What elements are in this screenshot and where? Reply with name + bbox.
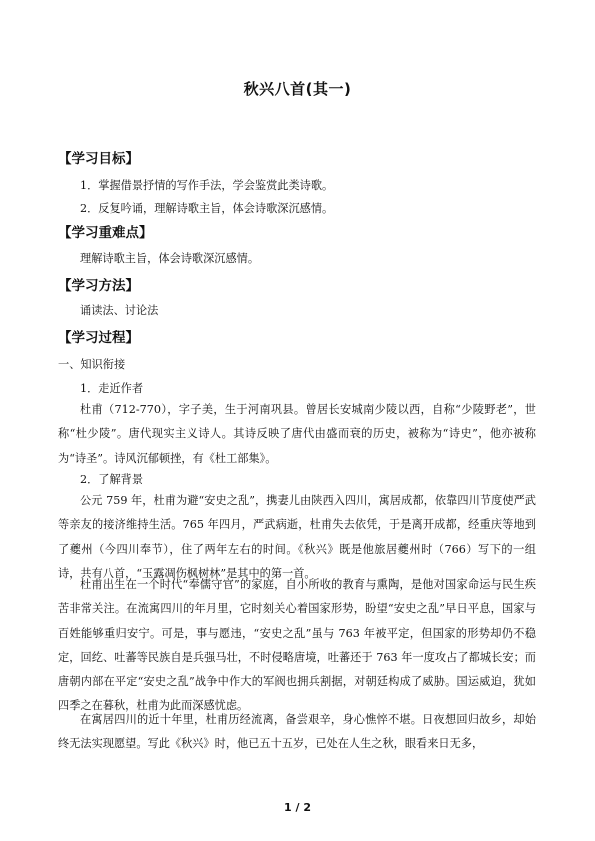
key-points-text: 理解诗歌主旨，体会诗歌深沉感情。 [80,252,260,265]
goal-item-1: 1．掌握借景抒情的写作手法，学会鉴赏此类诗歌。 [80,179,334,192]
background-paragraph-3: 在寓居四川的近十年里，杜甫历经流离，备尝艰辛，身心憔悴不堪。日夜想回归故乡，却始终无法实现愿望。写此《秋兴》时，他已五十五岁，已处在人生之秋，眼看来日无多， [58,713,536,751]
methods-text: 诵读法、讨论法 [80,304,159,317]
heading-learning-process: 【学习过程】 [58,330,139,346]
heading-key-points: 【学习重难点】 [58,225,153,241]
document-title: 秋兴八首(其一) [243,80,352,98]
background-paragraph-1: 公元 759 年，杜甫为避“安史之乱”，携妻儿由陕西入四川，寓居成都，依靠四川节度使严武等亲友的接济维持生活。765 年四月，严武病逝，杜甫失去依凭，于是离开成都，经重庆等地到了夔州（今四川奉节），住了两年左右的时间。《秋兴》既是他旅居夔州时（766）写下的一组诗，共有八首，“玉露凋伤枫树林”是其中的第一首。 [58,494,536,580]
page-number: 1 / 2 [284,801,311,814]
background-paragraph-2: 杜甫出生在一个时代“奉儒守官”的家庭，自小所收的教育与熏陶，是他对国家命运与民生疾苦非常关注。在流寓四川的年月里，它时刻关心着国家形势，盼望“安史之乱”早日平息，国家与百姓能够重归安宁。可是，事与愿违，“安史之乱”虽与 763 年被平定，但国家的形势却仍不稳定，回纥、吐蕃等民族自是兵强马壮，不时侵略唐境，吐蕃还于 763 年一度攻占了都城长安；而唐朝内部在平定“安史之乱”战争中作大的军阀也拥兵割据，对朝廷构成了威胁。国运威迫，犹如四季之在暮秋，杜甫为此而深感忧虑。 [58,578,536,713]
heading-learning-methods: 【学习方法】 [58,278,139,294]
goal-item-2: 2．反复吟诵，理解诗歌主旨，体会诗歌深沉感情。 [80,202,334,215]
author-paragraph: 杜甫（712-770），字子美，生于河南巩县。曾居长安城南少陵以西，自称“少陵野老”，世称“杜少陵”。唐代现实主义诗人。其诗反映了唐代由盛而衰的历史，被称为“诗史”，他亦被称为“诗圣”。诗风沉郁顿挫，有《杜工部集》。 [58,403,536,465]
sub-heading-background: 2．了解背景 [80,473,144,486]
heading-learning-goals: 【学习目标】 [58,151,139,167]
process-part-1: 一、知识衔接 [58,358,126,371]
sub-heading-author: 1．走近作者 [80,382,144,395]
